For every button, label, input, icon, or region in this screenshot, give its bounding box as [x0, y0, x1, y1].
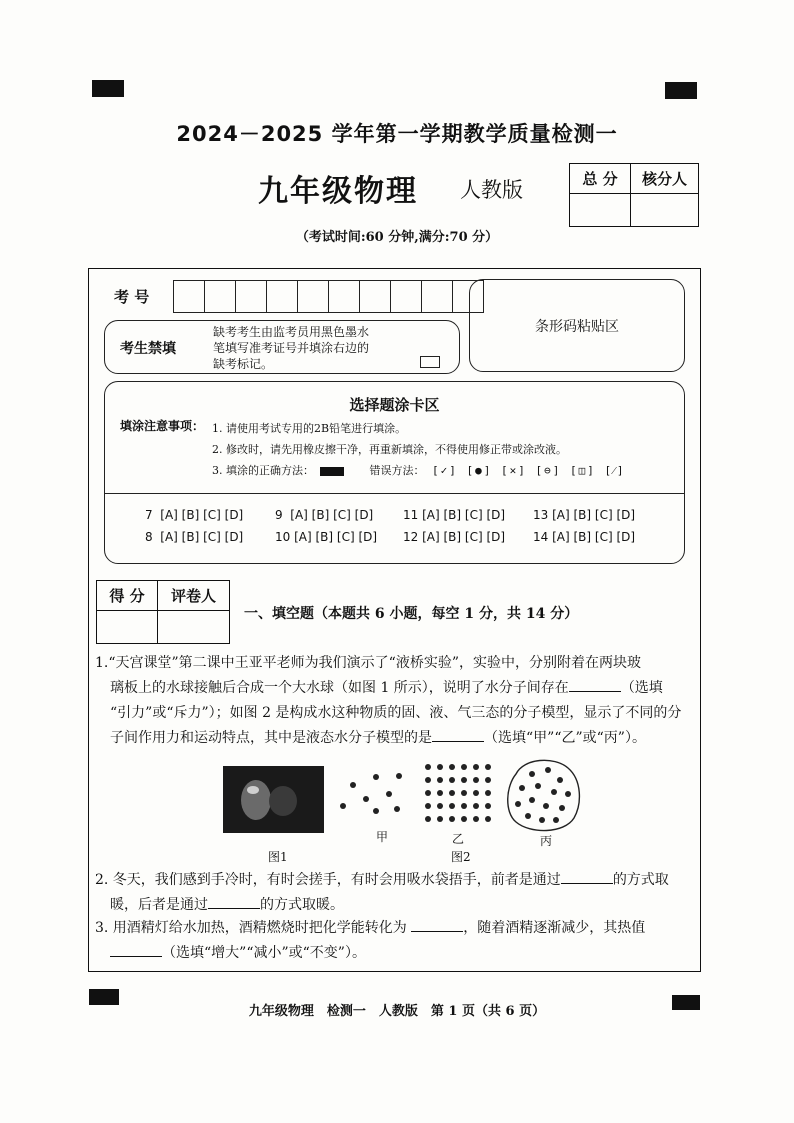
grader-header: 评卷人 [158, 581, 230, 611]
registration-mark [92, 80, 124, 97]
forbidden-text: 缺考考生由监考员用黑色墨水 笔填写准考证号并填涂右边的 缺考标记。 [213, 325, 370, 371]
fig1-caption: 图1 [268, 850, 288, 864]
label-bing: 丙 [540, 834, 553, 848]
correct-fill-sample [320, 467, 344, 476]
question-1: 1.“天宫课堂”第二课中王亚平老师为我们演示了“液桥实验”，实验中，分别附着在两块玻 璃板上的水球接触后合成一个大水球（如图 1 所示），说明了水分子间存在 （选填 “引力”或“斥力”）；如图 2 是构成水这种物质的固、液、气三态的分子模型，显示了不同的分 子间作用力和运动特点，其中是液态水分子模型的是 （选填“甲”“乙”或“丙”）。 [95, 655, 682, 746]
question-2: 2. 冬天，我们感到手冷时，有时会搓手，有时会用吸水袋捂手，前者是通过 的方式取 暖，后者是通过 的方式取暖。 [95, 868, 700, 918]
mc-question-12[interactable]: 12 [A] [B] [C] [D] [403, 530, 506, 544]
mc-divider [104, 493, 685, 494]
solid-model-dots [425, 764, 491, 822]
mc-question-10[interactable]: 10 [A] [B] [C] [D] [275, 530, 378, 544]
q2-blank-2[interactable] [208, 894, 260, 909]
exam-title: 2024－2025 学年第一学期教学质量检测一 [176, 122, 618, 146]
section-score-table [96, 580, 230, 644]
total-score-header: 总 分 [570, 164, 631, 194]
mc-question-7[interactable]: 7 [A] [B] [C] [D] [145, 508, 244, 522]
fig2-caption: 图2 [451, 850, 471, 864]
notes-list: 1. 请使用考试专用的2B铅笔进行填涂。 2. 修改时，请先用橡皮擦干净，再重新填涂，不得使用修正带或涂改液。 3. 填涂的正确方法： 错误方法： [✓] [●] [✕] [⊖] [◫] [⁄] [212, 422, 626, 477]
forbidden-label: 考生禁填 [120, 341, 176, 357]
mc-question-11[interactable]: 11 [A] [B] [C] [D] [403, 508, 506, 522]
checker-cell[interactable] [631, 194, 699, 227]
section-score-cell[interactable] [97, 611, 158, 644]
label-jia: 甲 [376, 830, 389, 844]
notes-label: 填涂注意事项： [120, 419, 205, 433]
subject-title: 九年级物理 [258, 174, 418, 209]
q2-blank-1[interactable] [561, 869, 613, 884]
barcode-label: 条形码粘贴区 [535, 319, 619, 335]
mc-question-14[interactable]: 14 [A] [B] [C] [D] [533, 530, 636, 544]
absent-mark-box[interactable] [420, 356, 440, 368]
mc-question-9[interactable]: 9 [A] [B] [C] [D] [275, 508, 374, 522]
edition-label: 人教版 [460, 178, 523, 202]
grader-cell[interactable] [158, 611, 230, 644]
wrong-fill-samples: [✓] [●] [✕] [⊖] [◫] [⁄] [432, 464, 626, 477]
exam-number-label: 考 号 [114, 288, 150, 306]
total-score-table [569, 163, 699, 227]
section-score-header: 得 分 [97, 581, 158, 611]
q1-blank-1[interactable] [569, 677, 621, 692]
q1-blank-2[interactable] [432, 727, 484, 742]
registration-mark [665, 82, 697, 99]
q3-blank-1[interactable] [411, 917, 463, 932]
q3-blank-2[interactable] [110, 942, 162, 957]
label-yi: 乙 [452, 832, 465, 846]
exam-number-cells[interactable] [173, 280, 484, 313]
mc-question-13[interactable]: 13 [A] [B] [C] [D] [533, 508, 636, 522]
page-footer: 九年级物理 检测一 人教版 第 1 页（共 6 页） [248, 1004, 546, 1019]
exam-time-note: （考试时间:60 分钟,满分:70 分） [295, 230, 499, 245]
mc-question-8[interactable]: 8 [A] [B] [C] [D] [145, 530, 244, 544]
question-3: 3. 用酒精灯给水加热，酒精燃烧时把化学能转化为 ，随着酒精逐渐减少，其热值 （选填“增大”“减小”或“不变”）。 [95, 916, 700, 966]
total-score-cell[interactable] [570, 194, 631, 227]
liquid-bridge-photo [223, 766, 324, 833]
checker-header: 核分人 [631, 164, 699, 194]
section-title: 一、填空题（本题共 6 小题，每空 1 分，共 14 分） [244, 606, 579, 622]
mc-title: 选择题涂卡区 [349, 396, 440, 414]
liquid-model [502, 756, 584, 834]
